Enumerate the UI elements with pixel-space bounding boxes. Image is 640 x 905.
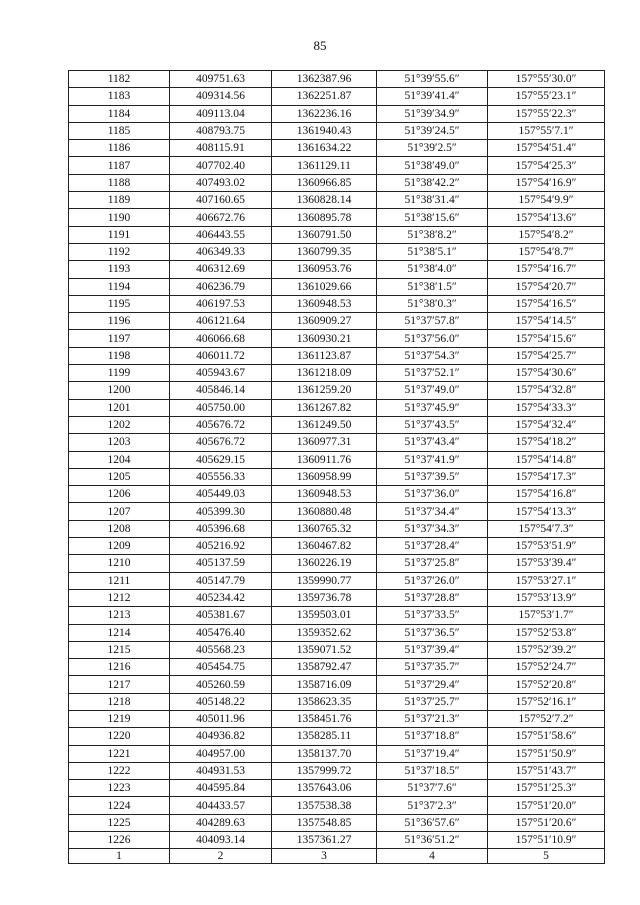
latitude-cell: 51°36′51.2″ bbox=[377, 832, 488, 849]
latitude-cell: 51°37′35.7″ bbox=[377, 659, 488, 676]
y-coordinate-cell: 1361940.43 bbox=[272, 122, 377, 139]
longitude-cell: 157°51′20.6″ bbox=[488, 814, 605, 831]
longitude-cell: 157°54′51.4″ bbox=[488, 140, 605, 157]
latitude-cell: 51°39′41.4″ bbox=[377, 88, 488, 105]
point-number-cell: 1216 bbox=[69, 659, 170, 676]
y-coordinate-cell: 1357538.38 bbox=[272, 797, 377, 814]
x-coordinate-cell: 405454.75 bbox=[170, 659, 272, 676]
x-coordinate-cell: 409314.56 bbox=[170, 88, 272, 105]
point-number-cell: 1190 bbox=[69, 209, 170, 226]
table-row bbox=[69, 192, 605, 209]
longitude-cell: 157°55′30.0″ bbox=[488, 71, 605, 88]
longitude-cell: 157°54′13.6″ bbox=[488, 209, 605, 226]
longitude-cell: 157°53′51.9″ bbox=[488, 538, 605, 555]
point-number-cell: 1187 bbox=[69, 157, 170, 174]
point-number-cell: 1226 bbox=[69, 832, 170, 849]
latitude-cell: 51°37′28.4″ bbox=[377, 538, 488, 555]
x-coordinate-cell: 404957.00 bbox=[170, 745, 272, 762]
latitude-cell: 51°39′55.6″ bbox=[377, 71, 488, 88]
longitude-cell: 157°53′39.4″ bbox=[488, 555, 605, 572]
point-number-cell: 1225 bbox=[69, 814, 170, 831]
longitude-cell: 157°52′24.7″ bbox=[488, 659, 605, 676]
latitude-cell: 51°37′57.8″ bbox=[377, 313, 488, 330]
x-coordinate-cell: 405676.72 bbox=[170, 434, 272, 451]
longitude-cell: 157°52′7.2″ bbox=[488, 710, 605, 727]
table-row bbox=[69, 313, 605, 330]
table-row bbox=[69, 174, 605, 191]
y-coordinate-cell: 1359503.01 bbox=[272, 607, 377, 624]
x-coordinate-cell: 405216.92 bbox=[170, 538, 272, 555]
point-number-cell: 1206 bbox=[69, 486, 170, 503]
y-coordinate-cell: 1360911.76 bbox=[272, 451, 377, 468]
point-number-cell: 1195 bbox=[69, 295, 170, 312]
latitude-cell: 51°38′42.2″ bbox=[377, 174, 488, 191]
longitude-cell: 157°54′32.4″ bbox=[488, 416, 605, 433]
latitude-cell: 51°37′45.9″ bbox=[377, 399, 488, 416]
table-row bbox=[69, 676, 605, 693]
longitude-cell: 157°54′14.8″ bbox=[488, 451, 605, 468]
x-coordinate-cell: 404093.14 bbox=[170, 832, 272, 849]
x-coordinate-cell: 405399.30 bbox=[170, 503, 272, 520]
latitude-cell: 51°38′1.5″ bbox=[377, 278, 488, 295]
table-body bbox=[69, 71, 605, 864]
x-coordinate-cell: 404936.82 bbox=[170, 728, 272, 745]
x-coordinate-cell: 406236.79 bbox=[170, 278, 272, 295]
table-row bbox=[69, 538, 605, 555]
y-coordinate-cell: 1360880.48 bbox=[272, 503, 377, 520]
table-row bbox=[69, 226, 605, 243]
x-coordinate-cell: 404931.53 bbox=[170, 762, 272, 779]
point-number-cell: 1182 bbox=[69, 71, 170, 88]
table-row bbox=[69, 105, 605, 122]
x-coordinate-cell: 405381.67 bbox=[170, 607, 272, 624]
point-number-cell: 1219 bbox=[69, 710, 170, 727]
latitude-cell: 51°37′18.8″ bbox=[377, 728, 488, 745]
x-coordinate-cell: 405234.42 bbox=[170, 589, 272, 606]
point-number-cell: 1223 bbox=[69, 780, 170, 797]
point-number-cell: 1203 bbox=[69, 434, 170, 451]
y-coordinate-cell: 1361267.82 bbox=[272, 399, 377, 416]
longitude-cell: 157°54′14.5″ bbox=[488, 313, 605, 330]
point-number-cell: 1189 bbox=[69, 192, 170, 209]
table-row bbox=[69, 243, 605, 260]
point-number-cell: 1204 bbox=[69, 451, 170, 468]
point-number-cell: 1208 bbox=[69, 520, 170, 537]
latitude-cell: 51°37′18.5″ bbox=[377, 762, 488, 779]
table-row bbox=[69, 555, 605, 572]
latitude-cell: 51°38′15.6″ bbox=[377, 209, 488, 226]
x-coordinate-cell: 404595.84 bbox=[170, 780, 272, 797]
x-coordinate-cell: 409751.63 bbox=[170, 71, 272, 88]
y-coordinate-cell: 1360953.76 bbox=[272, 261, 377, 278]
y-coordinate-cell: 1360895.78 bbox=[272, 209, 377, 226]
x-coordinate-cell: 409113.04 bbox=[170, 105, 272, 122]
latitude-cell: 51°38′49.0″ bbox=[377, 157, 488, 174]
x-coordinate-cell: 405148.22 bbox=[170, 693, 272, 710]
point-number-cell: 1218 bbox=[69, 693, 170, 710]
x-coordinate-cell: 405011.96 bbox=[170, 710, 272, 727]
longitude-cell: 157°54′8.2″ bbox=[488, 226, 605, 243]
point-number-cell: 1194 bbox=[69, 278, 170, 295]
table-row bbox=[69, 157, 605, 174]
x-coordinate-cell: 405943.67 bbox=[170, 365, 272, 382]
x-coordinate-cell: 405396.68 bbox=[170, 520, 272, 537]
y-coordinate-cell: 1361249.50 bbox=[272, 416, 377, 433]
longitude-cell: 157°51′20.0″ bbox=[488, 797, 605, 814]
table-row bbox=[69, 382, 605, 399]
table-row bbox=[69, 122, 605, 139]
point-number-cell: 1217 bbox=[69, 676, 170, 693]
latitude-cell: 51°37′21.3″ bbox=[377, 710, 488, 727]
x-coordinate-cell: 406197.53 bbox=[170, 295, 272, 312]
point-number-cell: 1198 bbox=[69, 347, 170, 364]
y-coordinate-cell: 1361218.09 bbox=[272, 365, 377, 382]
longitude-cell: 157°52′16.1″ bbox=[488, 693, 605, 710]
y-coordinate-cell: 1361259.20 bbox=[272, 382, 377, 399]
y-coordinate-cell: 1360948.53 bbox=[272, 486, 377, 503]
latitude-cell: 51°37′28.8″ bbox=[377, 589, 488, 606]
table-row bbox=[69, 745, 605, 762]
point-number-cell: 1197 bbox=[69, 330, 170, 347]
latitude-cell: 51°37′41.9″ bbox=[377, 451, 488, 468]
table-row bbox=[69, 347, 605, 364]
y-coordinate-cell: 1358285.11 bbox=[272, 728, 377, 745]
table-row bbox=[69, 728, 605, 745]
table-row bbox=[69, 797, 605, 814]
longitude-cell: 157°54′20.7″ bbox=[488, 278, 605, 295]
latitude-cell: 51°37′26.0″ bbox=[377, 572, 488, 589]
y-coordinate-cell: 1360948.53 bbox=[272, 295, 377, 312]
x-coordinate-cell: 407493.02 bbox=[170, 174, 272, 191]
latitude-cell: 51°37′49.0″ bbox=[377, 382, 488, 399]
latitude-cell: 51°37′36.5″ bbox=[377, 624, 488, 641]
column-number-cell: 3 bbox=[272, 849, 377, 864]
point-number-cell: 1220 bbox=[69, 728, 170, 745]
table-row bbox=[69, 88, 605, 105]
column-number-row bbox=[69, 849, 605, 864]
y-coordinate-cell: 1358451.76 bbox=[272, 710, 377, 727]
y-coordinate-cell: 1358716.09 bbox=[272, 676, 377, 693]
y-coordinate-cell: 1358623.35 bbox=[272, 693, 377, 710]
point-number-cell: 1201 bbox=[69, 399, 170, 416]
latitude-cell: 51°37′2.3″ bbox=[377, 797, 488, 814]
x-coordinate-cell: 404433.57 bbox=[170, 797, 272, 814]
x-coordinate-cell: 407160.65 bbox=[170, 192, 272, 209]
point-number-cell: 1183 bbox=[69, 88, 170, 105]
x-coordinate-cell: 408115.91 bbox=[170, 140, 272, 157]
table-row bbox=[69, 693, 605, 710]
table-row bbox=[69, 624, 605, 641]
longitude-cell: 157°52′53.8″ bbox=[488, 624, 605, 641]
latitude-cell: 51°38′31.4″ bbox=[377, 192, 488, 209]
latitude-cell: 51°38′5.1″ bbox=[377, 243, 488, 260]
point-number-cell: 1207 bbox=[69, 503, 170, 520]
y-coordinate-cell: 1360909.27 bbox=[272, 313, 377, 330]
table-row bbox=[69, 814, 605, 831]
latitude-cell: 51°37′7.6″ bbox=[377, 780, 488, 797]
latitude-cell: 51°37′25.7″ bbox=[377, 693, 488, 710]
latitude-cell: 51°39′24.5″ bbox=[377, 122, 488, 139]
latitude-cell: 51°37′33.5″ bbox=[377, 607, 488, 624]
longitude-cell: 157°54′7.3″ bbox=[488, 520, 605, 537]
point-number-cell: 1209 bbox=[69, 538, 170, 555]
longitude-cell: 157°51′10.9″ bbox=[488, 832, 605, 849]
table-row bbox=[69, 261, 605, 278]
table-row bbox=[69, 434, 605, 451]
point-number-cell: 1221 bbox=[69, 745, 170, 762]
point-number-cell: 1184 bbox=[69, 105, 170, 122]
table-row bbox=[69, 572, 605, 589]
point-number-cell: 1213 bbox=[69, 607, 170, 624]
latitude-cell: 51°38′4.0″ bbox=[377, 261, 488, 278]
y-coordinate-cell: 1359352.62 bbox=[272, 624, 377, 641]
y-coordinate-cell: 1359736.78 bbox=[272, 589, 377, 606]
y-coordinate-cell: 1360765.32 bbox=[272, 520, 377, 537]
longitude-cell: 157°51′58.6″ bbox=[488, 728, 605, 745]
page-number: 85 bbox=[313, 38, 327, 53]
x-coordinate-cell: 406443.55 bbox=[170, 226, 272, 243]
point-number-cell: 1200 bbox=[69, 382, 170, 399]
point-number-cell: 1202 bbox=[69, 416, 170, 433]
y-coordinate-cell: 1360958.99 bbox=[272, 468, 377, 485]
longitude-cell: 157°54′13.3″ bbox=[488, 503, 605, 520]
x-coordinate-cell: 408793.75 bbox=[170, 122, 272, 139]
y-coordinate-cell: 1362251.87 bbox=[272, 88, 377, 105]
longitude-cell: 157°54′9.9″ bbox=[488, 192, 605, 209]
longitude-cell: 157°54′16.8″ bbox=[488, 486, 605, 503]
table-row bbox=[69, 659, 605, 676]
x-coordinate-cell: 405260.59 bbox=[170, 676, 272, 693]
y-coordinate-cell: 1357361.27 bbox=[272, 832, 377, 849]
table-row bbox=[69, 140, 605, 157]
point-number-cell: 1224 bbox=[69, 797, 170, 814]
longitude-cell: 157°51′43.7″ bbox=[488, 762, 605, 779]
column-number-cell: 2 bbox=[170, 849, 272, 864]
latitude-cell: 51°38′8.2″ bbox=[377, 226, 488, 243]
y-coordinate-cell: 1360930.21 bbox=[272, 330, 377, 347]
y-coordinate-cell: 1358137.70 bbox=[272, 745, 377, 762]
point-number-cell: 1196 bbox=[69, 313, 170, 330]
y-coordinate-cell: 1360467.82 bbox=[272, 538, 377, 555]
longitude-cell: 157°54′18.2″ bbox=[488, 434, 605, 451]
latitude-cell: 51°37′19.4″ bbox=[377, 745, 488, 762]
y-coordinate-cell: 1361129.11 bbox=[272, 157, 377, 174]
column-number-cell: 5 bbox=[488, 849, 605, 864]
point-number-cell: 1214 bbox=[69, 624, 170, 641]
x-coordinate-cell: 405629.15 bbox=[170, 451, 272, 468]
x-coordinate-cell: 405556.33 bbox=[170, 468, 272, 485]
x-coordinate-cell: 406672.76 bbox=[170, 209, 272, 226]
table-row bbox=[69, 330, 605, 347]
point-number-cell: 1215 bbox=[69, 641, 170, 658]
longitude-cell: 157°54′30.6″ bbox=[488, 365, 605, 382]
x-coordinate-cell: 406066.68 bbox=[170, 330, 272, 347]
x-coordinate-cell: 405750.00 bbox=[170, 399, 272, 416]
y-coordinate-cell: 1360226.19 bbox=[272, 555, 377, 572]
coordinates-table-container bbox=[68, 70, 604, 864]
table-row bbox=[69, 209, 605, 226]
y-coordinate-cell: 1360966.85 bbox=[272, 174, 377, 191]
table-row bbox=[69, 832, 605, 849]
latitude-cell: 51°37′39.4″ bbox=[377, 641, 488, 658]
point-number-cell: 1199 bbox=[69, 365, 170, 382]
x-coordinate-cell: 405449.03 bbox=[170, 486, 272, 503]
longitude-cell: 157°54′16.9″ bbox=[488, 174, 605, 191]
table-row bbox=[69, 641, 605, 658]
longitude-cell: 157°53′27.1″ bbox=[488, 572, 605, 589]
y-coordinate-cell: 1360977.31 bbox=[272, 434, 377, 451]
latitude-cell: 51°37′29.4″ bbox=[377, 676, 488, 693]
point-number-cell: 1222 bbox=[69, 762, 170, 779]
y-coordinate-cell: 1358792.47 bbox=[272, 659, 377, 676]
point-number-cell: 1205 bbox=[69, 468, 170, 485]
latitude-cell: 51°37′34.4″ bbox=[377, 503, 488, 520]
point-number-cell: 1192 bbox=[69, 243, 170, 260]
longitude-cell: 157°54′15.6″ bbox=[488, 330, 605, 347]
table-row bbox=[69, 503, 605, 520]
longitude-cell: 157°54′25.3″ bbox=[488, 157, 605, 174]
x-coordinate-cell: 405147.79 bbox=[170, 572, 272, 589]
longitude-cell: 157°54′25.7″ bbox=[488, 347, 605, 364]
table-row bbox=[69, 451, 605, 468]
longitude-cell: 157°52′20.8″ bbox=[488, 676, 605, 693]
x-coordinate-cell: 406121.64 bbox=[170, 313, 272, 330]
latitude-cell: 51°37′43.5″ bbox=[377, 416, 488, 433]
point-number-cell: 1193 bbox=[69, 261, 170, 278]
longitude-cell: 157°53′13.9″ bbox=[488, 589, 605, 606]
y-coordinate-cell: 1362387.96 bbox=[272, 71, 377, 88]
longitude-cell: 157°55′7.1″ bbox=[488, 122, 605, 139]
table-row bbox=[69, 278, 605, 295]
y-coordinate-cell: 1360828.14 bbox=[272, 192, 377, 209]
latitude-cell: 51°39′2.5″ bbox=[377, 140, 488, 157]
longitude-cell: 157°54′16.7″ bbox=[488, 261, 605, 278]
y-coordinate-cell: 1360791.50 bbox=[272, 226, 377, 243]
y-coordinate-cell: 1361634.22 bbox=[272, 140, 377, 157]
table-row bbox=[69, 416, 605, 433]
y-coordinate-cell: 1357643.06 bbox=[272, 780, 377, 797]
y-coordinate-cell: 1361029.66 bbox=[272, 278, 377, 295]
latitude-cell: 51°37′39.5″ bbox=[377, 468, 488, 485]
longitude-cell: 157°51′50.9″ bbox=[488, 745, 605, 762]
longitude-cell: 157°53′1.7″ bbox=[488, 607, 605, 624]
table-row bbox=[69, 399, 605, 416]
longitude-cell: 157°51′25.3″ bbox=[488, 780, 605, 797]
table-row bbox=[69, 589, 605, 606]
x-coordinate-cell: 406349.33 bbox=[170, 243, 272, 260]
longitude-cell: 157°55′23.1″ bbox=[488, 88, 605, 105]
longitude-cell: 157°54′32.8″ bbox=[488, 382, 605, 399]
point-number-cell: 1211 bbox=[69, 572, 170, 589]
latitude-cell: 51°37′25.8″ bbox=[377, 555, 488, 572]
latitude-cell: 51°38′0.3″ bbox=[377, 295, 488, 312]
point-number-cell: 1186 bbox=[69, 140, 170, 157]
column-number-cell: 1 bbox=[69, 849, 170, 864]
point-number-cell: 1188 bbox=[69, 174, 170, 191]
latitude-cell: 51°37′52.1″ bbox=[377, 365, 488, 382]
column-number-cell: 4 bbox=[377, 849, 488, 864]
table-row bbox=[69, 71, 605, 88]
x-coordinate-cell: 404289.63 bbox=[170, 814, 272, 831]
latitude-cell: 51°37′43.4″ bbox=[377, 434, 488, 451]
table-row bbox=[69, 295, 605, 312]
longitude-cell: 157°55′22.3″ bbox=[488, 105, 605, 122]
y-coordinate-cell: 1359990.77 bbox=[272, 572, 377, 589]
y-coordinate-cell: 1362236.16 bbox=[272, 105, 377, 122]
x-coordinate-cell: 405676.72 bbox=[170, 416, 272, 433]
longitude-cell: 157°54′16.5″ bbox=[488, 295, 605, 312]
y-coordinate-cell: 1361123.87 bbox=[272, 347, 377, 364]
table-row bbox=[69, 710, 605, 727]
table-row bbox=[69, 780, 605, 797]
x-coordinate-cell: 405568.23 bbox=[170, 641, 272, 658]
latitude-cell: 51°36′57.6″ bbox=[377, 814, 488, 831]
point-number-cell: 1212 bbox=[69, 589, 170, 606]
table-row bbox=[69, 486, 605, 503]
longitude-cell: 157°54′8.7″ bbox=[488, 243, 605, 260]
y-coordinate-cell: 1359071.52 bbox=[272, 641, 377, 658]
y-coordinate-cell: 1360799.35 bbox=[272, 243, 377, 260]
longitude-cell: 157°54′33.3″ bbox=[488, 399, 605, 416]
x-coordinate-cell: 406312.69 bbox=[170, 261, 272, 278]
table-row bbox=[69, 607, 605, 624]
coordinates-table bbox=[68, 70, 605, 864]
longitude-cell: 157°54′17.3″ bbox=[488, 468, 605, 485]
point-number-cell: 1210 bbox=[69, 555, 170, 572]
x-coordinate-cell: 405476.40 bbox=[170, 624, 272, 641]
y-coordinate-cell: 1357999.72 bbox=[272, 762, 377, 779]
latitude-cell: 51°37′34.3″ bbox=[377, 520, 488, 537]
table-row bbox=[69, 762, 605, 779]
x-coordinate-cell: 407702.40 bbox=[170, 157, 272, 174]
y-coordinate-cell: 1357548.85 bbox=[272, 814, 377, 831]
x-coordinate-cell: 405846.14 bbox=[170, 382, 272, 399]
latitude-cell: 51°37′54.3″ bbox=[377, 347, 488, 364]
latitude-cell: 51°37′56.0″ bbox=[377, 330, 488, 347]
table-row bbox=[69, 468, 605, 485]
longitude-cell: 157°52′39.2″ bbox=[488, 641, 605, 658]
latitude-cell: 51°39′34.9″ bbox=[377, 105, 488, 122]
latitude-cell: 51°37′36.0″ bbox=[377, 486, 488, 503]
x-coordinate-cell: 406011.72 bbox=[170, 347, 272, 364]
point-number-cell: 1191 bbox=[69, 226, 170, 243]
x-coordinate-cell: 405137.59 bbox=[170, 555, 272, 572]
table-row bbox=[69, 365, 605, 382]
table-row bbox=[69, 520, 605, 537]
point-number-cell: 1185 bbox=[69, 122, 170, 139]
